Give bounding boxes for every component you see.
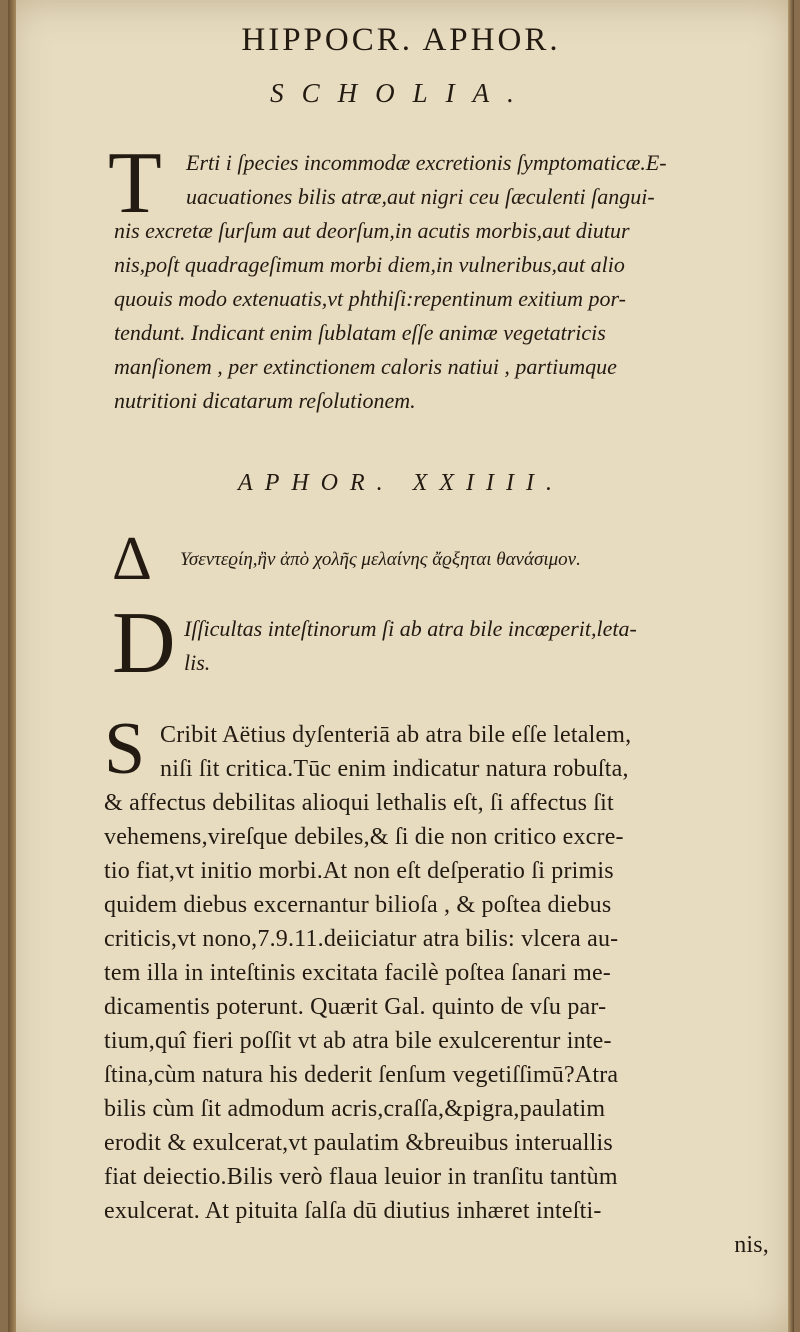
- commentary-line: vehemens,vireſque debiles,& ſi die non critico excre-: [104, 824, 624, 850]
- greek-drop-cap: Δ: [112, 525, 152, 593]
- commentary-line: criticis,vt nono,7.9.11.deiiciatur atra bilis: vlcera au-: [104, 926, 619, 952]
- commentary-line: erodit & exulcerat,vt paulatim &breuibus interuallis: [104, 1130, 613, 1156]
- commentary-line: tem illa in inteſtinis excitata facilè poſtea ſanari me-: [104, 960, 611, 986]
- scholia-line: Erti i ſpecies incommodæ excretionis ſymptomaticæ.E-: [186, 150, 667, 175]
- section-title: SCHOLIA.: [270, 78, 532, 108]
- scholia-paragraph: [114, 146, 800, 418]
- scholia-drop-cap: T: [108, 135, 162, 232]
- scholia-line: quouis modo extenuatis,vt phthiſi:repentinum exitium por-: [114, 286, 626, 311]
- scholia-line: manſionem , per extinctionem caloris natiui , partiumque: [114, 354, 617, 379]
- commentary-line: niſi ſit critica.Tūc enim indicatur natura robuſta,: [160, 756, 629, 782]
- aphorism-drop-cap: D: [112, 595, 176, 692]
- scholia-line: nis excretæ ſurſum aut deorſum,in acutis morbis,aut diutur: [114, 218, 630, 243]
- greek-line: Υσεντεϱίη,ἢν ἀπὸ χολῆς μελαίνης ἄϱξηται θανάσιμον.: [180, 549, 581, 570]
- commentary-line: ſtina,cùm natura his dederit ſenſum vegetiſſimū?Atra: [104, 1062, 619, 1088]
- commentary-paragraph: [104, 718, 794, 1262]
- latin-aphorism: [184, 612, 794, 680]
- book-page: [8, 0, 794, 1332]
- commentary-line: exulcerat. At pituita ſalſa dū diutius inhæret inteſti-: [104, 1198, 602, 1224]
- scholia-line: uacuationes bilis atræ,aut nigri ceu ſæculenti ſangui-: [186, 184, 655, 209]
- scholia-line: nis,poſt quadrageſimum morbi diem,in vulneribus,aut alio: [114, 252, 625, 277]
- commentary-line: nis,: [734, 1232, 769, 1258]
- commentary-line: & affectus debilitas alioqui lethalis eſt, ſi affectus ſit: [104, 790, 614, 816]
- running-head: HIPPOCR. APHOR.: [241, 22, 561, 58]
- greek-aphorism: [180, 540, 800, 580]
- aphorism-line: lis.: [184, 650, 211, 675]
- commentary-line: tium,quî fieri poſſit vt ab atra bile exulcerentur inte-: [104, 1028, 612, 1054]
- aphorism-heading: APHOR. XXIIII.: [238, 470, 564, 496]
- commentary-line: bilis cùm ſit admodum acris,craſſa,&pigra,paulatim: [104, 1096, 606, 1122]
- commentary-line: fiat deiectio.Bilis verò flaua leuior in tranſitu tantùm: [104, 1164, 618, 1190]
- commentary-line: Cribit Aëtius dyſenteriā ab atra bile eſſe letalem,: [160, 722, 632, 748]
- commentary-line: quidem diebus excernantur bilioſa , & poſtea diebus: [104, 892, 612, 918]
- commentary-drop-cap: S: [104, 708, 146, 790]
- scholia-line: tendunt. Indicant enim ſublatam eſſe animæ vegetatricis: [114, 320, 606, 345]
- commentary-line: dicamentis poterunt. Quærit Gal. quinto de vſu par-: [104, 994, 607, 1020]
- page-edge-left: [8, 0, 16, 1332]
- commentary-line: tio fiat,vt initio morbi.At non eſt deſperatio ſi primis: [104, 858, 614, 884]
- aphorism-line: Iſſicultas inteſtinorum ſi ab atra bile incœperit,leta-: [184, 616, 637, 641]
- scholia-line: nutritioni dicatarum reſolutionem.: [114, 388, 416, 413]
